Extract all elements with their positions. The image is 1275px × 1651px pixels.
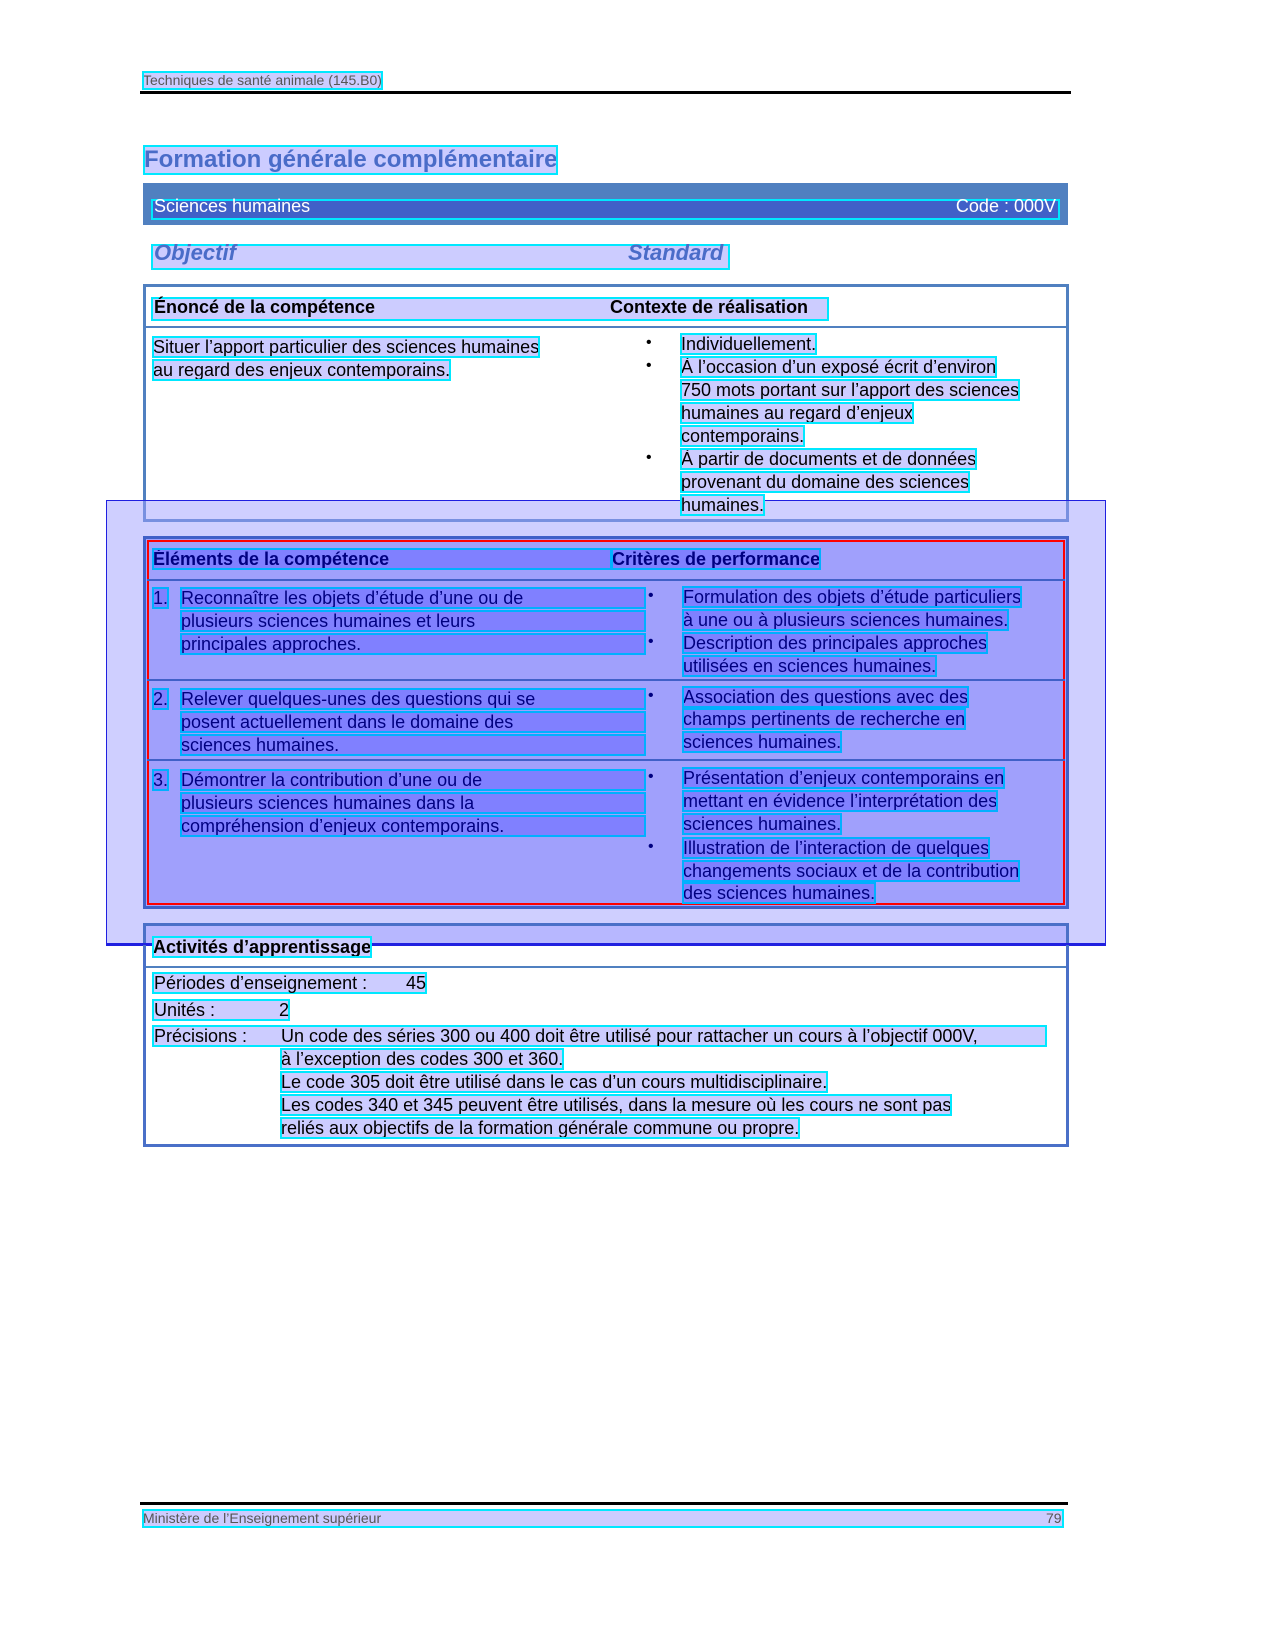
element-line: Relever quelques-unes des questions qui se <box>181 689 645 709</box>
statement-line: au regard des enjeux contemporains. <box>153 360 451 380</box>
element-line: plusieurs sciences humaines dans la <box>181 793 645 813</box>
criterion-line: des sciences humaines. <box>683 883 876 903</box>
row-divider <box>146 966 1066 968</box>
criterion-line: Présentation d’enjeux contemporains en <box>683 768 1005 788</box>
precision-line: à l’exception des codes 300 et 360. <box>281 1049 564 1069</box>
element-line: principales approches. <box>181 634 645 654</box>
context-line: 750 mots portant sur l’apport des sciences <box>681 380 1020 400</box>
section-title: Formation générale complémentaire <box>144 146 558 173</box>
subject-banner <box>143 183 1068 225</box>
criterion-line: à une ou à plusieurs sciences humaines. <box>683 610 1009 630</box>
row-divider <box>147 759 1065 761</box>
criterion-line: champs pertinents de recherche en <box>683 709 966 729</box>
footer-rule <box>140 1502 1068 1505</box>
precision-line: Un code des séries 300 ou 400 doit être utilisé pour rattacher un cours à l’objectif 000V, <box>281 1026 978 1046</box>
bullet-icon: • <box>646 449 652 466</box>
criterion-line: Illustration de l’interaction de quelques <box>683 838 990 858</box>
criterion-line: changements sociaux et de la contribution <box>683 861 1020 881</box>
element-number: 2. <box>153 689 169 709</box>
competence-header: Énoncé de la compétence <box>154 297 376 317</box>
bullet-icon: • <box>646 357 652 374</box>
element-line: sciences humaines. <box>181 735 645 755</box>
subject-name: Sciences humaines <box>154 196 311 216</box>
bullet-icon: • <box>648 687 654 704</box>
context-line: humaines. <box>681 495 765 515</box>
precision-line: Les codes 340 et 345 peuvent être utilisés, dans la mesure où les cours ne sont pas <box>281 1095 952 1115</box>
row-divider <box>146 326 1066 328</box>
page-number: 79 <box>1046 1510 1062 1526</box>
criteria-header: Critères de performance <box>612 549 821 569</box>
objectif-label: Objectif <box>154 240 236 265</box>
running-header: Techniques de santé animale (145.B0) <box>143 72 382 88</box>
criterion-line: Association des questions avec des <box>683 687 969 707</box>
criterion-line: Formulation des objets d’étude particuliers <box>683 587 1022 607</box>
context-line: Individuellement. <box>681 334 817 354</box>
criterion-line: Description des principales approches <box>683 633 988 653</box>
bullet-icon: • <box>648 838 654 855</box>
periods-label: Périodes d’enseignement : <box>154 973 368 993</box>
precisions-label: Précisions : <box>154 1026 248 1046</box>
units-value: 2 <box>279 1000 290 1020</box>
criterion-line: utilisées en sciences humaines. <box>683 656 937 676</box>
bullet-icon: • <box>646 334 652 351</box>
element-line: compréhension d’enjeux contemporains. <box>181 816 645 836</box>
row-divider <box>147 679 1065 681</box>
element-number: 3. <box>153 770 169 790</box>
subject-code: Code : 000V <box>955 196 1056 216</box>
element-line: posent actuellement dans le domaine des <box>181 712 645 732</box>
standard-label: Standard <box>628 240 724 265</box>
periods-value: 45 <box>406 973 427 993</box>
row-divider <box>147 579 1065 581</box>
criterion-line: sciences humaines. <box>683 732 842 752</box>
units-label: Unités : <box>154 1000 216 1020</box>
element-number: 1. <box>153 588 169 608</box>
footer-text: Ministère de l’Enseignement supérieur <box>143 1510 382 1526</box>
criterion-line: mettant en évidence l’interprétation des <box>683 791 998 811</box>
bullet-icon: • <box>648 587 654 604</box>
context-line: humaines au regard d’enjeux <box>681 403 914 423</box>
precision-line: reliés aux objectifs de la formation générale commune ou propre. <box>281 1118 800 1138</box>
elements-header: Éléments de la compétence <box>153 549 611 569</box>
context-line: À l’occasion d’un exposé écrit d’environ <box>681 357 997 377</box>
bullet-icon: • <box>648 633 654 650</box>
activities-header: Activités d’apprentissage <box>153 937 372 957</box>
context-header: Contexte de réalisation <box>610 297 809 317</box>
context-line: contemporains. <box>681 426 805 446</box>
context-line: À partir de documents et de données <box>681 449 977 469</box>
statement-line: Situer l’apport particulier des sciences humaines <box>153 337 540 357</box>
element-line: Reconnaître les objets d’étude d’une ou de <box>181 588 645 608</box>
context-line: provenant du domaine des sciences <box>681 472 970 492</box>
header-rule <box>140 91 1071 94</box>
element-line: Démontrer la contribution d’une ou de <box>181 770 645 790</box>
element-line: plusieurs sciences humaines et leurs <box>181 611 645 631</box>
bullet-icon: • <box>648 768 654 785</box>
precision-line: Le code 305 doit être utilisé dans le cas d’un cours multidisciplinaire. <box>281 1072 828 1092</box>
criterion-line: sciences humaines. <box>683 814 842 834</box>
